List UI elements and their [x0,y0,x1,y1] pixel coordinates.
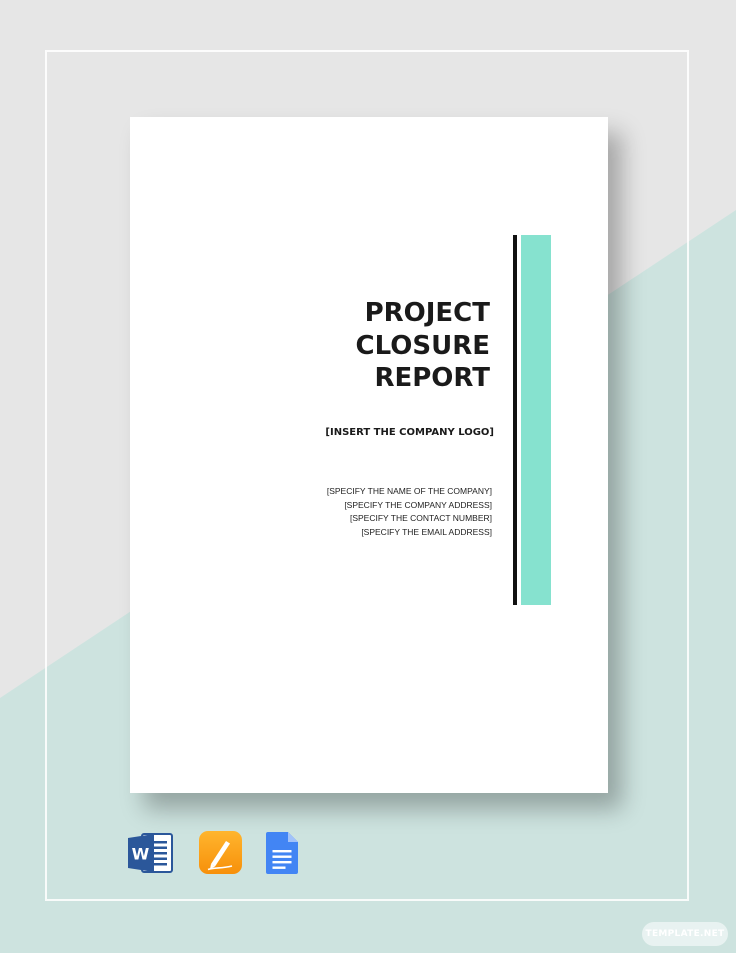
document-title [190,297,490,395]
company-address-line: [SPECIFY THE COMPANY ADDRESS] [344,499,492,510]
word-icon[interactable] [128,831,174,875]
title-line-3: REPORT [374,363,490,393]
document-page [130,117,608,793]
title-line-1: PROJECT [364,298,490,328]
title-line-2: CLOSURE [355,330,490,361]
email-address-line: [SPECIFY THE EMAIL ADDRESS] [361,526,492,537]
accent-bar-black [513,235,517,605]
contact-number-line: [SPECIFY THE CONTACT NUMBER] [349,513,492,523]
company-name-line: [SPECIFY THE NAME OF THE COMPANY] [326,486,492,496]
contact-details [327,485,492,539]
company-logo-placeholder: [INSERT THE COMPANY LOGO] [325,427,494,438]
word-icon-letter: W [131,844,150,864]
accent-bar-teal [521,235,551,605]
google-docs-icon[interactable] [264,831,310,875]
pages-icon[interactable] [198,831,244,875]
template-watermark: TEMPLATE.NET [642,922,728,946]
